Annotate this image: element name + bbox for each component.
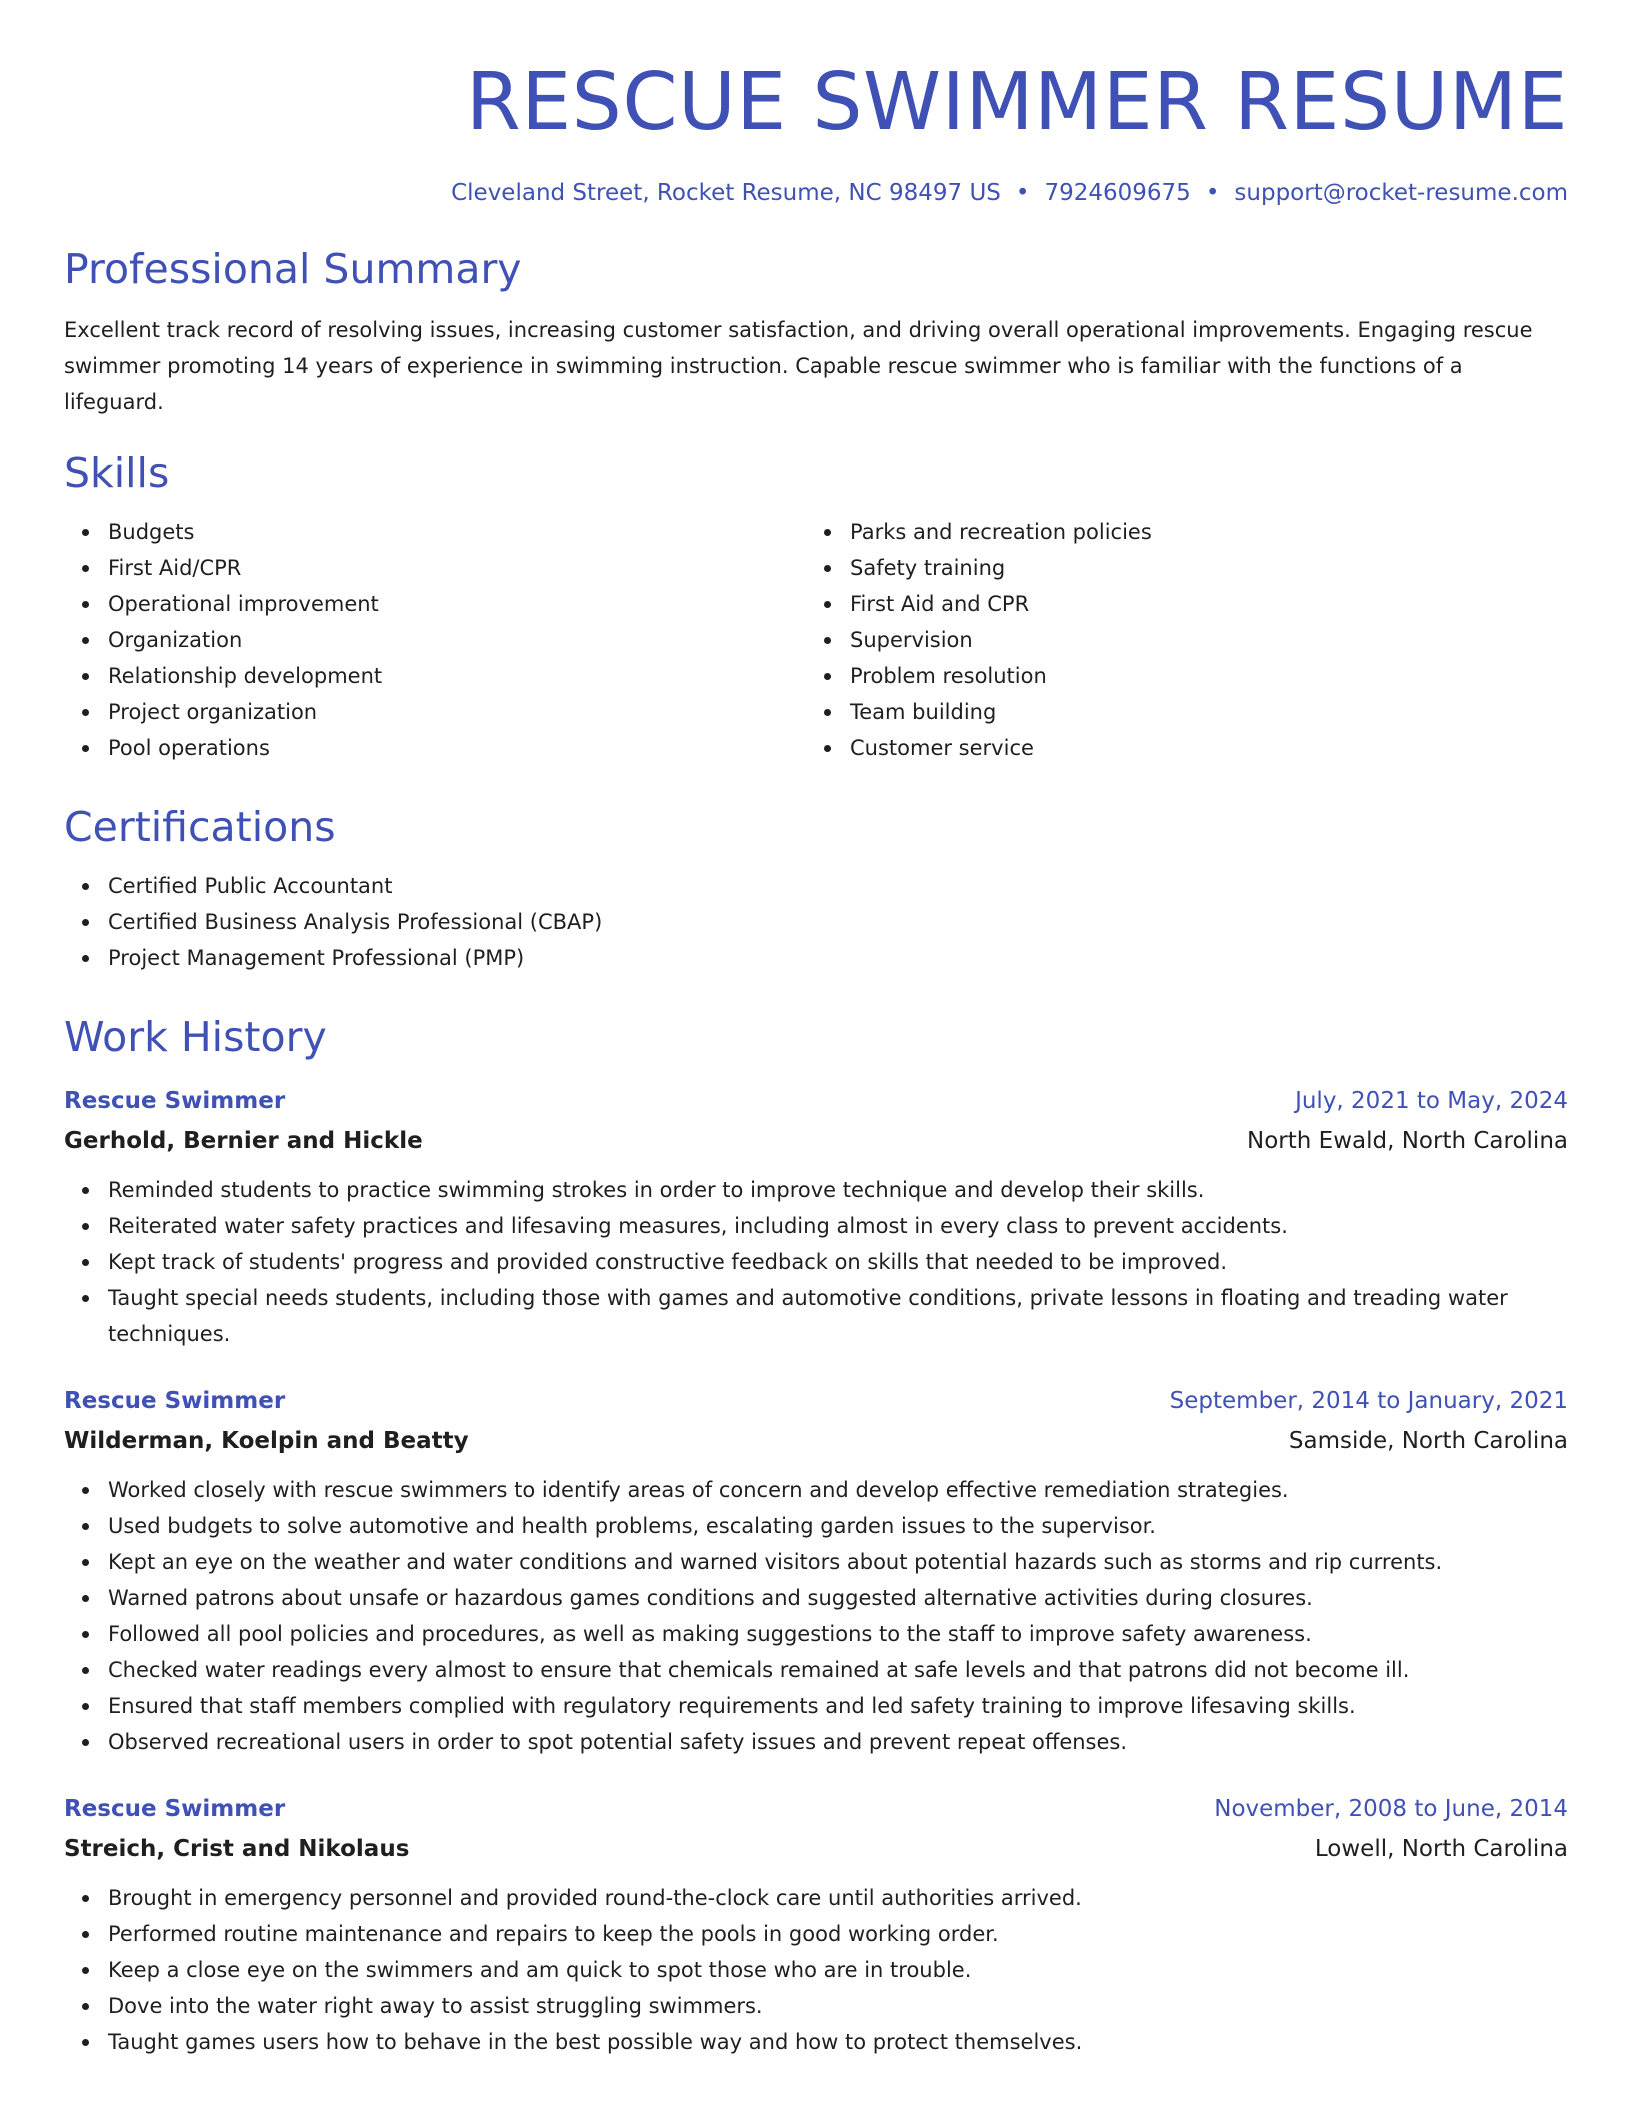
skills-column-right [806,514,1548,766]
job-entry [64,1792,1568,2060]
job-dates: November, 2008 to June, 2014 [1214,1796,1568,1822]
resume-title: RESCUE SWIMMER RESUME [465,56,1568,148]
job-duty: Kept an eye on the weather and water conditions and warned visitors about potential hazards such as storms and rip currents. [64,1544,1568,1580]
contact-phone: 7924609675 [1044,180,1191,206]
contact-line [64,178,1568,208]
job-duty: Keep a close eye on the swimmers and am quick to spot those who are in trouble. [64,1952,1568,1988]
contact-separator: • [1205,180,1220,206]
job-title: Rescue Swimmer [64,1088,286,1114]
skill-item: Safety training [806,550,1548,586]
job-duty: Used budgets to solve automotive and health problems, escalating garden issues to the supervisor. [64,1508,1568,1544]
job-location: Lowell, North Carolina [1314,1836,1568,1862]
job-company: Gerhold, Bernier and Hickle [64,1128,423,1154]
certification-item: Certified Business Analysis Professional (CBAP) [64,904,1568,940]
skills-list [64,514,1568,766]
skill-item: Parks and recreation policies [806,514,1548,550]
job-duty: Taught special needs students, including those with games and automotive conditions, private lessons in floating and treading water techniques. [64,1280,1568,1352]
job-duties [64,1172,1568,1352]
job-duty: Dove into the water right away to assist struggling swimmers. [64,1988,1568,2024]
job-duty: Kept track of students' progress and provided constructive feedback on skills that needed to be improved. [64,1244,1568,1280]
job-duty: Performed routine maintenance and repairs to keep the pools in good working order. [64,1916,1568,1952]
skill-item: Pool operations [64,730,806,766]
job-duty: Checked water readings every almost to ensure that chemicals remained at safe levels and that patrons did not become ill. [64,1652,1568,1688]
skill-item: First Aid/CPR [64,550,806,586]
skills-column-left [64,514,806,766]
job-duty: Reminded students to practice swimming strokes in order to improve technique and develop their skills. [64,1172,1568,1208]
skills-heading: Skills [64,449,170,497]
job-duty: Worked closely with rescue swimmers to identify areas of concern and develop effective remediation strategies. [64,1472,1568,1508]
job-title: Rescue Swimmer [64,1796,286,1822]
job-entry [64,1084,1568,1352]
job-dates: September, 2014 to January, 2021 [1169,1388,1568,1414]
job-duties [64,1472,1568,1760]
resume-page [64,0,1568,2060]
job-company: Streich, Crist and Nikolaus [64,1836,410,1862]
job-duty: Brought in emergency personnel and provided round-the-clock care until authorities arrived. [64,1880,1568,1916]
job-duty: Reiterated water safety practices and lifesaving measures, including almost in every class to prevent accidents. [64,1208,1568,1244]
skill-item: Budgets [64,514,806,550]
certification-item: Project Management Professional (PMP) [64,940,1568,976]
job-duty: Followed all pool policies and procedures, as well as making suggestions to the staff to improve safety awareness. [64,1616,1568,1652]
job-company: Wilderman, Koelpin and Beatty [64,1428,469,1454]
skill-item: Organization [64,622,806,658]
job-dates: July, 2021 to May, 2024 [1295,1088,1568,1114]
certification-item: Certified Public Accountant [64,868,1568,904]
job-duties [64,1880,1568,2060]
summary-text: Excellent track record of resolving issues, increasing customer satisfaction, and driving overall operational improvements. Engaging rescue swimmer promoting 14 years of experience in swimming instruction. Capable rescue swimmer who is familiar with the functions of a lifeguard. [64,318,1533,414]
contact-address: Cleveland Street, Rocket Resume, NC 98497 US [451,180,1001,206]
skill-item: Team building [806,694,1548,730]
job-duty: Warned patrons about unsafe or hazardous games conditions and suggested alternative activities during closures. [64,1580,1568,1616]
skill-item: Customer service [806,730,1548,766]
skill-item: Problem resolution [806,658,1548,694]
job-location: Samside, North Carolina [1288,1428,1568,1454]
job-location: North Ewald, North Carolina [1247,1128,1568,1154]
certifications-list [64,868,1568,976]
job-duty: Observed recreational users in order to spot potential safety issues and prevent repeat offenses. [64,1724,1568,1760]
skill-item: Supervision [806,622,1548,658]
certifications-heading: Certifications [64,803,336,851]
job-duty: Ensured that staff members complied with regulatory requirements and led safety training to improve lifesaving skills. [64,1688,1568,1724]
job-title: Rescue Swimmer [64,1388,286,1414]
job-duty: Taught games users how to behave in the best possible way and how to protect themselves. [64,2024,1568,2060]
contact-separator: • [1015,180,1030,206]
skill-item: Operational improvement [64,586,806,622]
work-history-heading: Work History [64,1013,327,1061]
job-entry [64,1384,1568,1760]
skill-item: First Aid and CPR [806,586,1548,622]
skill-item: Project organization [64,694,806,730]
contact-email: support@rocket-resume.com [1234,180,1568,206]
skill-item: Relationship development [64,658,806,694]
summary-heading: Professional Summary [64,245,522,293]
